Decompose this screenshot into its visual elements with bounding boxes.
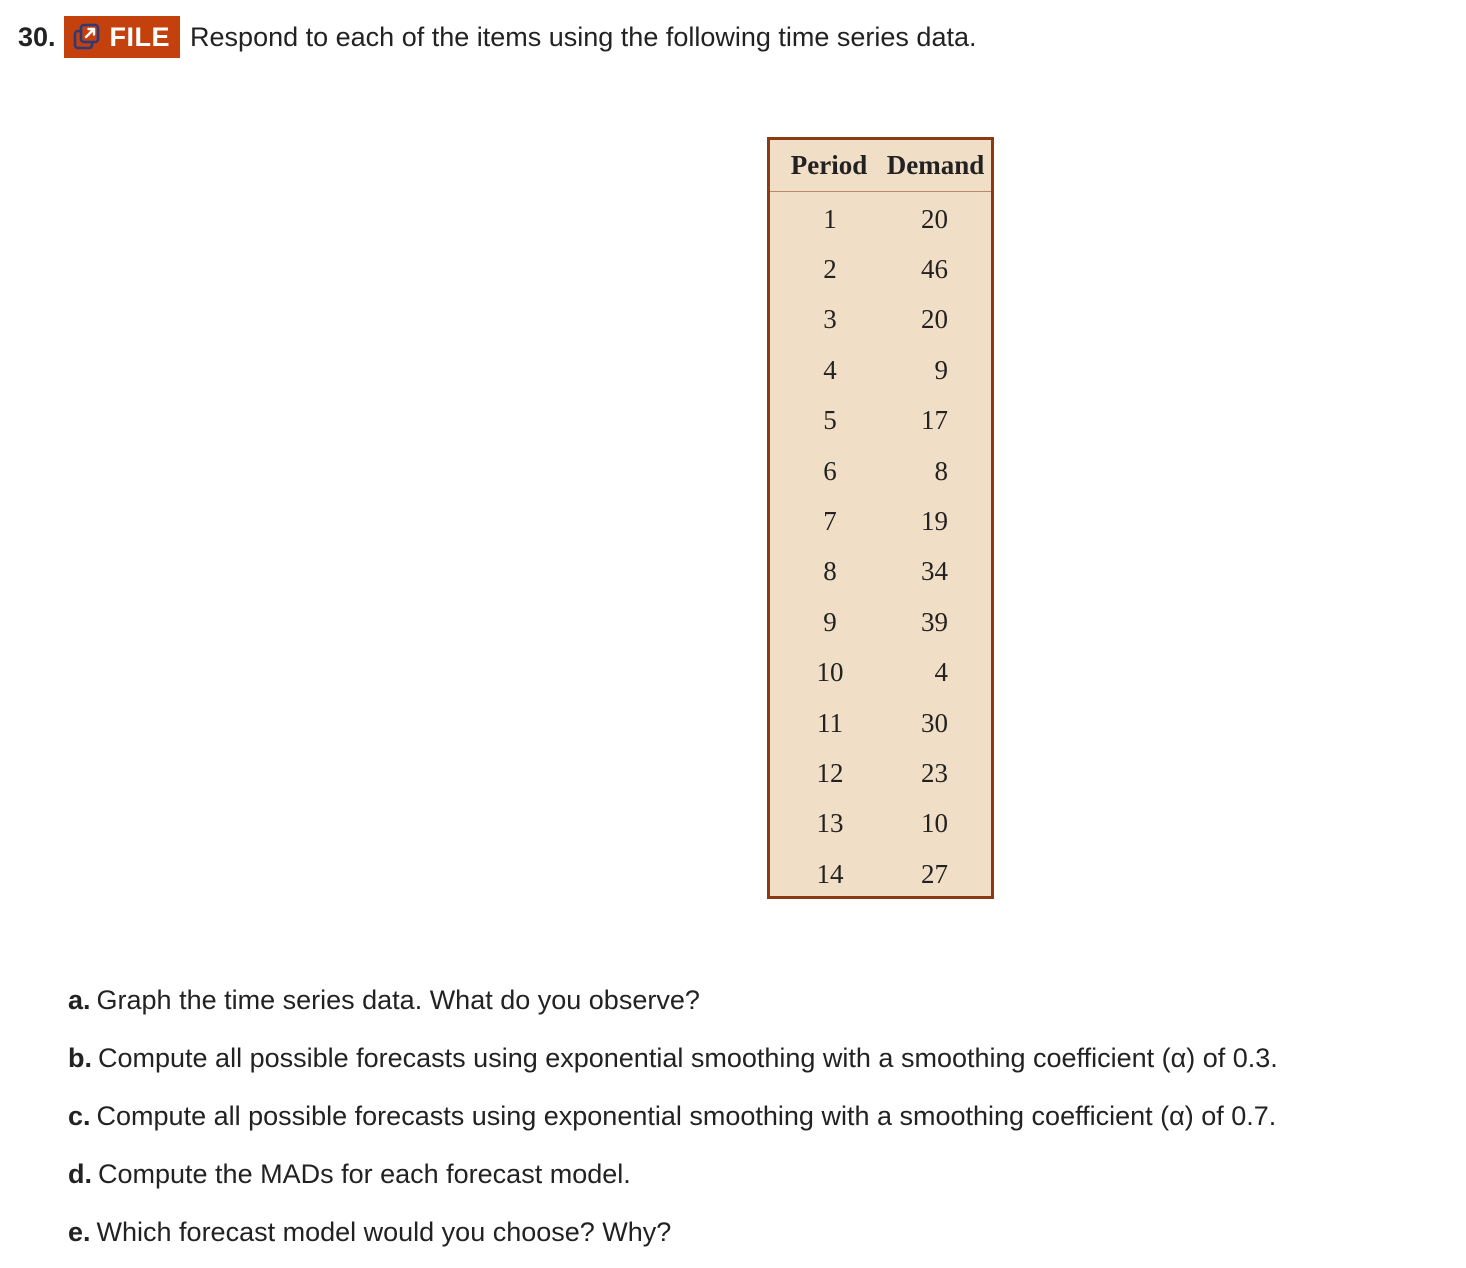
cell-period: 9 — [823, 606, 837, 637]
cell-period: 12 — [816, 757, 844, 788]
item-a — [68, 978, 1458, 1036]
item-d — [68, 1152, 1458, 1210]
item-letter: d. — [68, 1159, 92, 1189]
item-letter: b. — [68, 1043, 92, 1073]
cell-period: 3 — [823, 304, 837, 335]
table-body — [770, 192, 991, 899]
table-row — [770, 748, 991, 798]
item-text: Graph the time series data. What do you observe? — [96, 985, 700, 1015]
cell-demand: 30 — [921, 707, 948, 738]
item-e — [68, 1210, 1458, 1268]
cell-demand: 46 — [921, 254, 948, 285]
cell-demand: 34 — [921, 556, 948, 587]
table-row — [770, 648, 991, 698]
file-button[interactable] — [64, 16, 181, 58]
cell-demand: 8 — [934, 455, 948, 486]
file-badge-label: FILE — [109, 21, 171, 52]
cell-period: 1 — [823, 203, 837, 234]
table-row — [770, 799, 991, 849]
cell-demand: 19 — [921, 506, 948, 537]
table-row — [770, 849, 991, 899]
cell-demand: 39 — [921, 606, 948, 637]
cell-demand: 20 — [921, 304, 948, 335]
cell-period: 4 — [823, 354, 837, 385]
item-letter: c. — [68, 1101, 91, 1131]
item-text: Compute the MADs for each forecast model. — [98, 1159, 631, 1189]
question-intro: Respond to each of the items using the following time series data. — [190, 22, 977, 52]
external-file-icon — [72, 22, 102, 52]
table-row — [770, 597, 991, 647]
question-number: 30. — [18, 22, 56, 52]
item-letter: a. — [68, 985, 91, 1015]
item-c — [68, 1094, 1458, 1152]
cell-period: 10 — [816, 657, 844, 688]
table-row — [770, 396, 991, 446]
item-text: Compute all possible forecasts using exponential smoothing with a smoothing coefficient (α) of 0.3. — [98, 1043, 1278, 1073]
cell-demand: 9 — [934, 354, 948, 385]
cell-period: 11 — [817, 707, 843, 738]
cell-period: 8 — [823, 556, 837, 587]
cell-demand: 4 — [934, 657, 948, 688]
item-b — [68, 1036, 1458, 1094]
cell-period: 5 — [823, 405, 837, 436]
table-row — [770, 244, 991, 294]
table-row — [770, 295, 991, 345]
header-period: Period — [790, 150, 868, 180]
table-row — [770, 496, 991, 546]
cell-period: 14 — [816, 858, 844, 889]
question-header — [18, 16, 977, 58]
table-row — [770, 547, 991, 597]
question-items — [68, 978, 1458, 1268]
time-series-table — [767, 137, 994, 899]
cell-demand: 23 — [921, 757, 948, 788]
table-header-row — [770, 140, 991, 192]
item-text: Which forecast model would you choose? Why? — [96, 1217, 672, 1247]
cell-period: 7 — [823, 506, 837, 537]
item-text: Compute all possible forecasts using exponential smoothing with a smoothing coefficient (α) of 0.7. — [96, 1101, 1277, 1131]
table-row — [770, 698, 991, 748]
cell-demand: 17 — [921, 405, 948, 436]
table-row — [770, 194, 991, 244]
cell-period: 2 — [823, 254, 837, 285]
item-letter: e. — [68, 1217, 91, 1247]
header-demand: Demand — [886, 150, 985, 180]
table-row — [770, 345, 991, 395]
cell-demand: 20 — [921, 203, 948, 234]
cell-period: 6 — [823, 455, 837, 486]
cell-demand: 27 — [921, 858, 948, 889]
cell-period: 13 — [816, 808, 844, 839]
table-row — [770, 446, 991, 496]
cell-demand: 10 — [921, 808, 948, 839]
